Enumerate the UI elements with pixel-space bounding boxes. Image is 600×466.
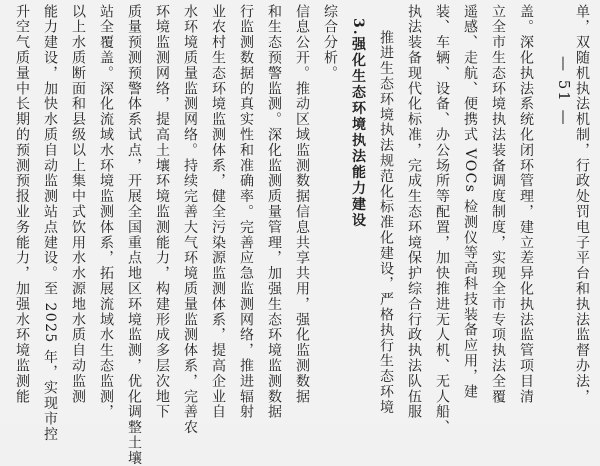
column-text: 信息公开。推动区域监测数据信息共享共用，强化监测数据 bbox=[294, 4, 310, 405]
column-text: 水环境质量监测网络。持续完善大气环境质量监测体系，完善农 bbox=[182, 4, 198, 436]
text-column bbox=[400, 0, 428, 424]
column-text: 以上水质断面和县级以上集中式饮用水水源地水质自动监测 bbox=[70, 4, 86, 405]
column-text: 升空气质量中长期的预测预报业务能力，加强水环境监测能 bbox=[14, 4, 30, 405]
text-column bbox=[148, 0, 176, 424]
column-text: 综合分析。 bbox=[322, 4, 338, 81]
text-column bbox=[260, 0, 288, 424]
column-text: 质量预测预警体系试点，开展全国重点地区环境监测，优化调整土壤 bbox=[126, 4, 142, 466]
column-text: 行监测数据的真实性和准确率。完善应急监测网络，推进辐射 bbox=[238, 4, 254, 420]
column-text: 环境监测网络，提高土壤环境监测能力，构建形成多层次地下 bbox=[154, 4, 170, 420]
text-column bbox=[456, 0, 484, 424]
text-column bbox=[204, 0, 232, 424]
column-text: 遥感、走航、便携式 VOCs 检测仪等高科技装备应用，建 bbox=[462, 4, 478, 400]
section-heading bbox=[344, 0, 372, 424]
text-column bbox=[64, 0, 92, 424]
heading-text: 3.强化生态环境执法能力建设 bbox=[350, 18, 366, 229]
text-column bbox=[512, 0, 540, 424]
column-text: 单，双随机执法机制，行政处罚电子平台和执法监督办法， bbox=[574, 4, 590, 405]
column-text: 能力建设，加快水质自动监测站点建设。至 2025 年，实现市控 bbox=[42, 4, 58, 442]
text-column bbox=[316, 0, 344, 424]
column-text: 站全覆盖。深化流域水环境监测体系，拓展流域水生态监测， bbox=[98, 4, 114, 420]
text-column bbox=[120, 0, 148, 466]
page-number-text: — 51 — bbox=[555, 56, 573, 127]
column-text: 业农村生态环境监测体系，健全污染源监测体系，提高企业自 bbox=[210, 4, 226, 420]
text-column bbox=[8, 0, 36, 424]
column-text: 盖。深化执法系统化闭环管理，建立差异化执法监管项目清 bbox=[518, 4, 534, 405]
text-column bbox=[484, 0, 512, 424]
text-column bbox=[372, 0, 400, 424]
column-text: 装、车辆、设备、办公场所等配置，加快推进无人机、无人船、 bbox=[434, 4, 450, 436]
text-column bbox=[428, 0, 456, 436]
column-text: 执法装备现代化标准，完成生态环境保护综合行政执法队伍服 bbox=[406, 4, 422, 420]
text-column bbox=[36, 0, 64, 442]
text-column bbox=[232, 0, 260, 424]
text-column bbox=[288, 0, 316, 424]
column-text: 立全市生态环境执法装备调度制度，实现全市专项执法全覆 bbox=[490, 4, 506, 405]
column-text: 和生态预警监测。深化监测质量管理，加强生态环境监测数据 bbox=[266, 4, 282, 420]
text-column bbox=[176, 0, 204, 436]
text-column bbox=[92, 0, 120, 424]
page-number bbox=[550, 0, 578, 424]
column-text: 推进生态环境执法规范化标准化建设，严格执行生态环境 bbox=[378, 30, 394, 415]
